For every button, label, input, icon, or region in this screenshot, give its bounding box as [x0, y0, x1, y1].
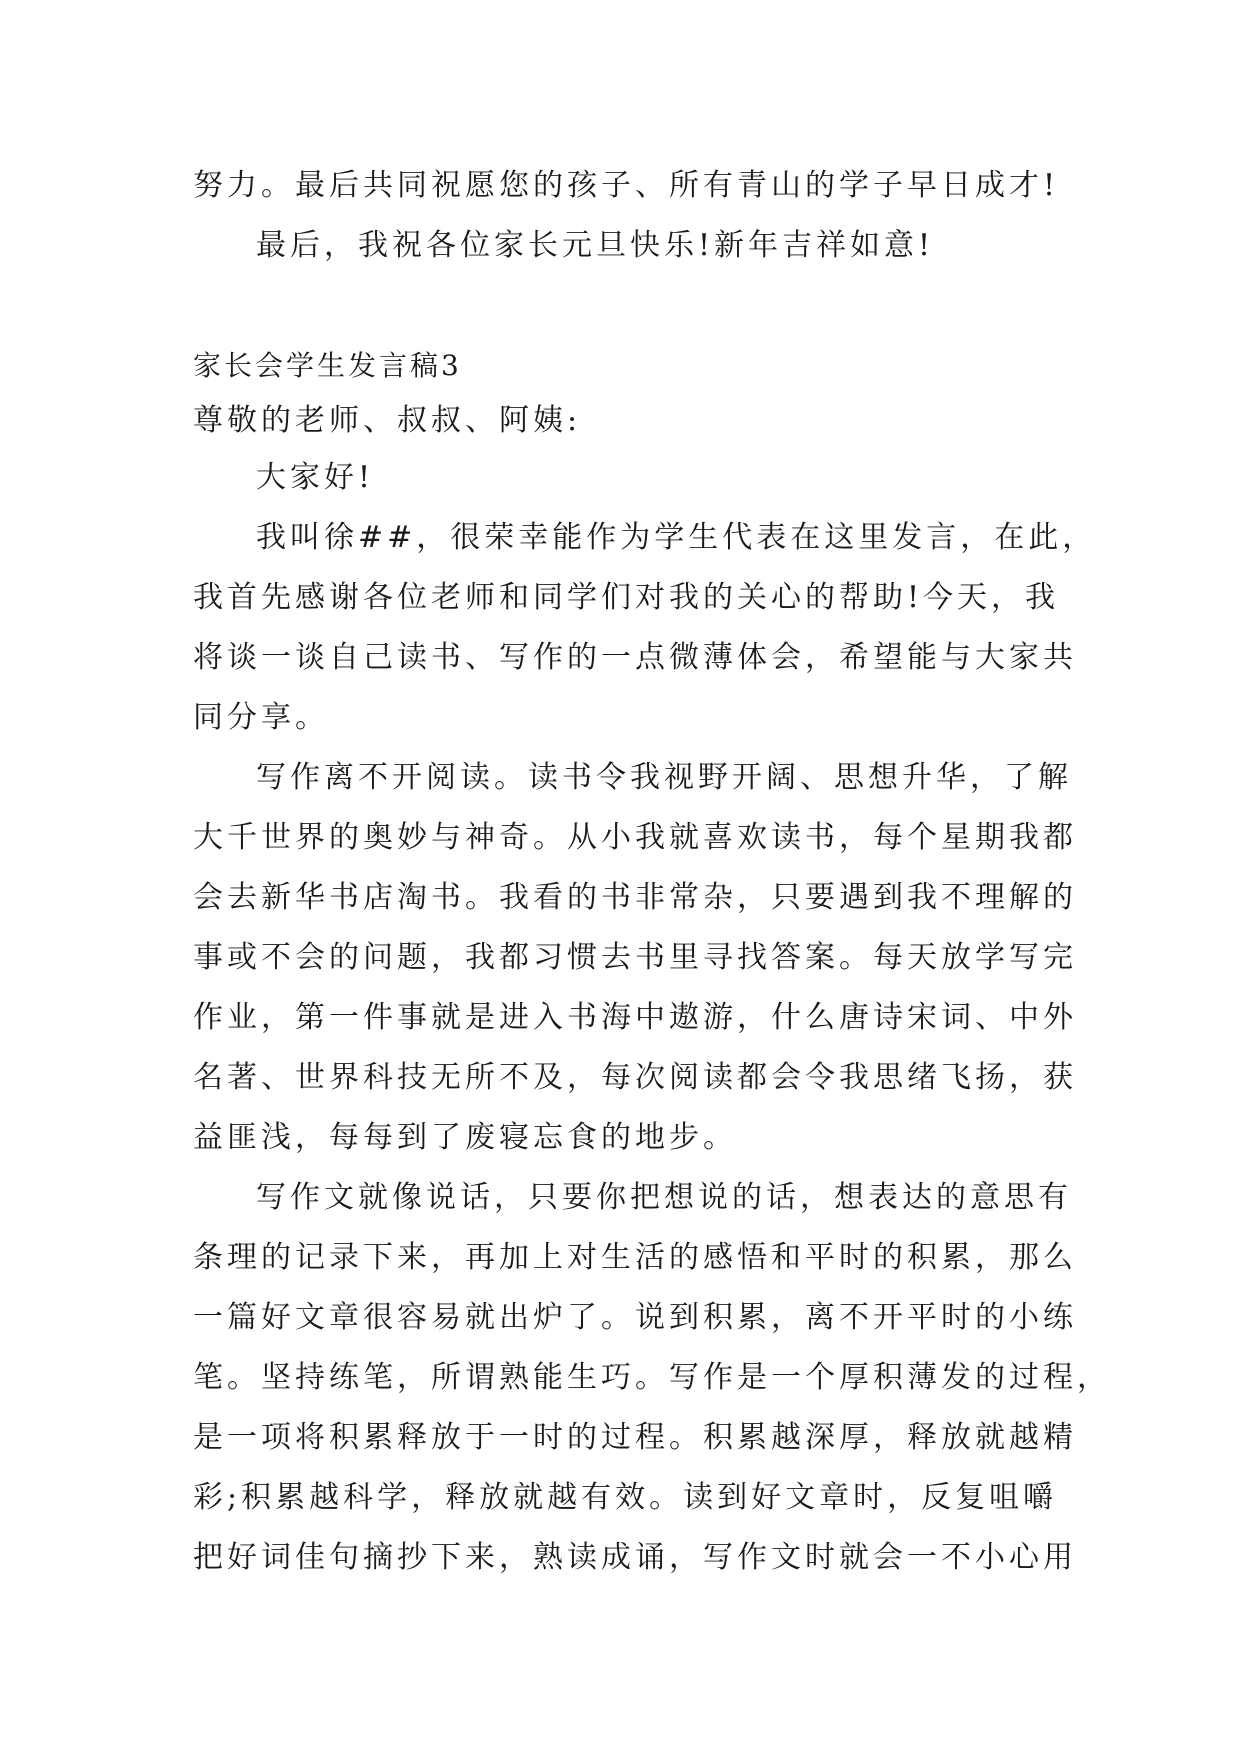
text-line: 会去新华书店淘书。我看的书非常杂，只要遇到我不理解的 [193, 880, 1077, 915]
section-title: 家长会学生发言稿3 [193, 349, 462, 382]
text-line: 写作离不开阅读。读书令我视野开阔、思想升华，了解 [256, 760, 1072, 795]
text-line: 同分享。 [193, 700, 329, 735]
text-line: 笔。坚持练笔，所谓熟能生巧。写作是一个厚积薄发的过程， [193, 1360, 1111, 1395]
text-line: 努力。最后共同祝愿您的孩子、所有青山的学子早日成才! [193, 168, 1060, 203]
text-line: 条理的记录下来，再加上对生活的感悟和平时的积累，那么 [193, 1240, 1077, 1275]
text-line: 最后，我祝各位家长元旦快乐!新年吉祥如意! [256, 228, 935, 263]
text-line: 彩;积累越科学，释放就越有效。读到好文章时，反复咀嚼 [193, 1480, 1058, 1515]
text-line: 是一项将积累释放于一时的过程。积累越深厚，释放就越精 [193, 1420, 1077, 1455]
text-line: 事或不会的问题，我都习惯去书里寻找答案。每天放学写完 [193, 940, 1077, 975]
text-line: 将谈一谈自己读书、写作的一点微薄体会，希望能与大家共 [193, 640, 1077, 675]
text-line: 名著、世界科技无所不及，每次阅读都会令我思绪飞扬，获 [193, 1060, 1077, 1095]
text-line: 把好词佳句摘抄下来，熟读成诵，写作文时就会一不小心用 [193, 1540, 1077, 1575]
greeting: 大家好! [256, 460, 375, 495]
text-line: 大千世界的奥妙与神奇。从小我就喜欢读书，每个星期我都 [193, 820, 1077, 855]
text-line: 我首先感谢各位老师和同学们对我的关心的帮助!今天，我 [193, 580, 1060, 615]
text-line: 作业，第一件事就是进入书海中遨游，什么唐诗宋词、中外 [193, 1000, 1077, 1035]
salutation: 尊敬的老师、叔叔、阿姨: [193, 403, 582, 438]
text-line: 一篇好文章很容易就出炉了。说到积累，离不开平时的小练 [193, 1300, 1077, 1335]
text-line: 益匪浅，每每到了废寝忘食的地步。 [193, 1120, 737, 1155]
text-line: 写作文就像说话，只要你把想说的话，想表达的意思有 [256, 1180, 1072, 1215]
text-line: 我叫徐##，很荣幸能作为学生代表在这里发言，在此， [256, 520, 1097, 555]
